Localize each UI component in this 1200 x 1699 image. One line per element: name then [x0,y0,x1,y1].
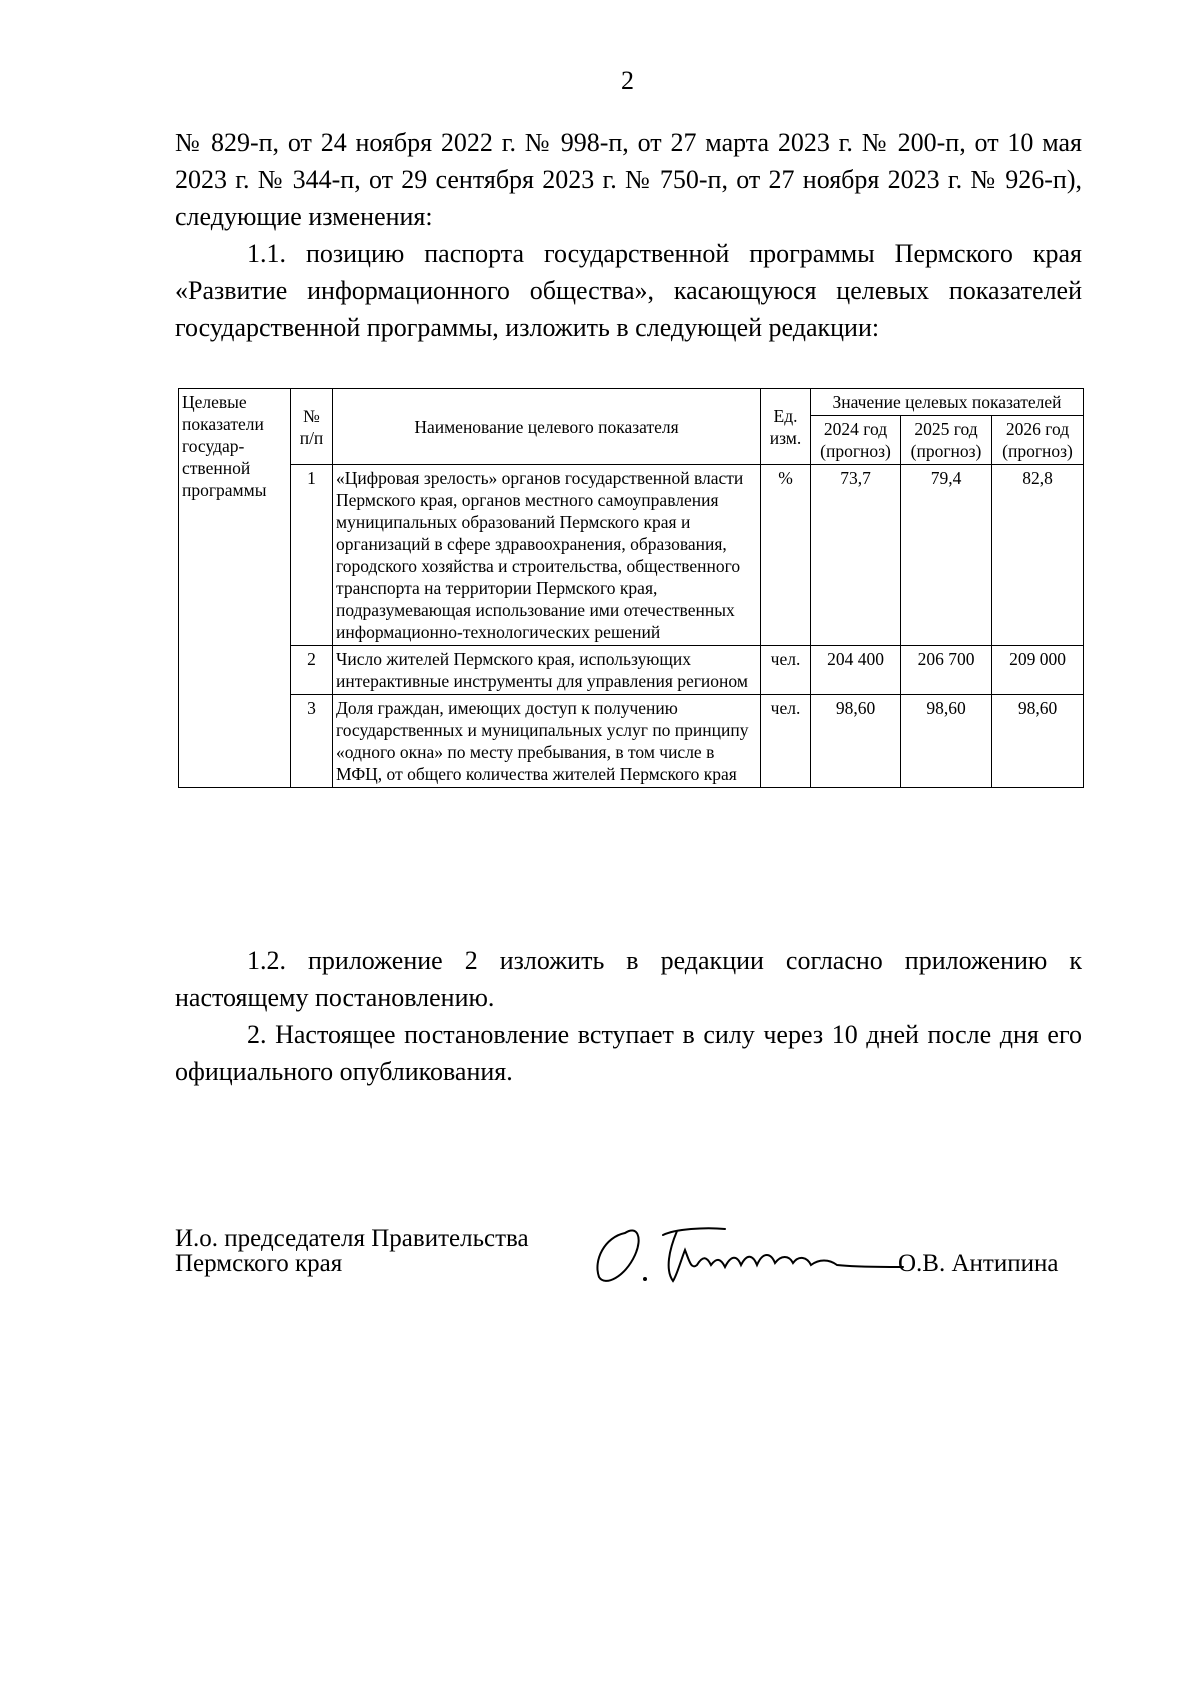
row-value-2026: 209 000 [992,646,1084,695]
indicators-table [178,388,1084,788]
table-row [179,646,1084,695]
row-unit: чел. [761,646,811,695]
row-name: Число жителей Пермского края, использующих интерактивные инструменты для управления регионом [333,646,761,695]
row-value-2025: 98,60 [901,695,992,788]
row-name: «Цифровая зрелость» органов государственной власти Пермского края, органов местного самоуправления муниципальных образований Пермского края и организаций в сфере здравоохранения, образования, городского хозяйства и строительства, общественного транспорта на территории Пермского края, подразумевающая использование ими отечественных информационно-технологических решений [333,465,761,646]
row-unit: % [761,465,811,646]
table-row [179,465,1084,646]
row-value-2026: 98,60 [992,695,1084,788]
row-num: 3 [291,695,333,788]
header-unit: Ед. изм. [761,389,811,465]
signer-title-line-1: И.о. председателя Правительства [175,1225,529,1252]
paragraph-1-2: 1.2. приложение 2 изложить в редакции согласно приложению к настоящему постановлению. [175,946,1082,1012]
header-year-2024: 2024 год (прогноз) [811,416,901,465]
row-name: Доля граждан, имеющих доступ к получению государственных и муниципальных услуг по принципу «одного окна» по месту пребывания, в том числе в МФЦ, от общего количества жителей Пермского края [333,695,761,788]
header-name: Наименование целевого показателя [333,389,761,465]
row-num: 2 [291,646,333,695]
paragraph-1-1: 1.1. позицию паспорта государственной программы Пермского края «Развитие информационного общества», касающуюся целевых показателей государственной программы, изложить в следующей редакции: [175,239,1082,342]
header-year-2025: 2025 год (прогноз) [901,416,992,465]
table-row [179,695,1084,788]
signer-title [175,1226,529,1276]
row-value-2024: 73,7 [811,465,901,646]
header-year-2026: 2026 год (прогноз) [992,416,1084,465]
header-values-group: Значение целевых показателей [811,389,1084,416]
row-value-2025: 206 700 [901,646,992,695]
paragraph-intro: № 829-п, от 24 ноября 2022 г. № 998-п, от 27 марта 2023 г. № 200-п, от 10 мая 2023 г. № 344-п, от 29 сентября 2023 г. № 750-п, от 27 ноября 2023 г. № 926-п), следующие изменения: [175,128,1082,231]
row-value-2025: 79,4 [901,465,992,646]
paragraph-2: 2. Настоящее постановление вступает в силу через 10 дней после дня его официального опубликования. [175,1020,1082,1086]
row-num: 1 [291,465,333,646]
row-unit: чел. [761,695,811,788]
indicators-column-cell [179,389,291,788]
row-value-2024: 98,60 [811,695,901,788]
signer-title-line-2: Пермского края [175,1250,343,1277]
table-header-row [179,389,1084,416]
page-number: 2 [621,66,634,95]
handwritten-signature [585,1215,905,1290]
header-indicators: Целевые показатели государ-ственной программы [182,392,267,500]
header-num: № п/п [291,389,333,465]
signer-name: О.В. Антипина [898,1250,1059,1277]
row-value-2026: 82,8 [992,465,1084,646]
row-value-2024: 204 400 [811,646,901,695]
